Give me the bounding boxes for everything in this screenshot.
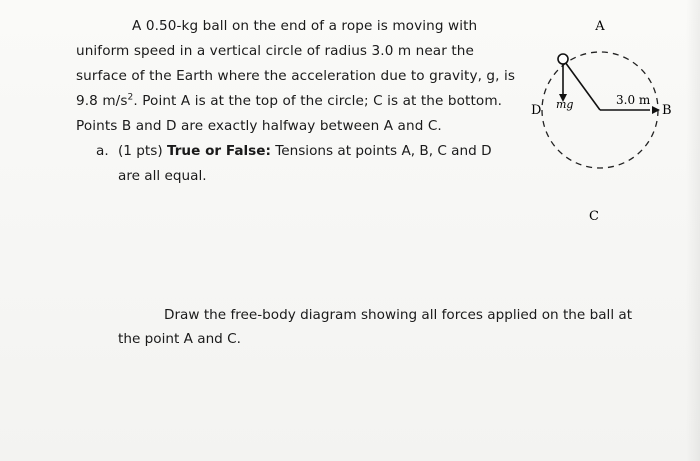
drawing-instruction bbox=[118, 303, 658, 351]
part-a-label: a. bbox=[96, 143, 109, 159]
point-b-label: B bbox=[662, 103, 672, 118]
colon: : bbox=[265, 143, 271, 159]
problem-statement bbox=[76, 14, 526, 139]
point-d-label: D bbox=[531, 103, 542, 118]
point-a-label: A bbox=[595, 19, 605, 34]
weight-label: mg bbox=[556, 98, 574, 111]
vertical-circle-diagram bbox=[520, 10, 680, 230]
part-a-text: Tensions at points A, B, C and D are all equal. bbox=[118, 143, 492, 184]
problem-intro: A 0.50-kg ball on the end of a rope is moving with uniform speed in a vertical circle of radius 3.0 m near the surface of the Earth where the acceleration due to gravity, g, is 9.8 m/s bbox=[76, 18, 516, 109]
problem-intro-end: . Point A is at the top of the circle; C is at the bottom. Points B and D are exactly halfway between A and C. bbox=[76, 93, 503, 134]
exponent: 2 bbox=[127, 92, 134, 103]
b-arrowhead bbox=[652, 106, 660, 114]
ball bbox=[558, 54, 568, 64]
part-a-body bbox=[96, 139, 516, 189]
point-c-label: C bbox=[589, 209, 599, 224]
part-a-question bbox=[96, 139, 516, 189]
page-edge-shadow bbox=[686, 0, 700, 461]
instruction-text: Draw the free-body diagram showing all forces applied on the ball at the point A and C. bbox=[118, 307, 633, 347]
radius-label: 3.0 m bbox=[616, 93, 651, 107]
true-false-label: True or False bbox=[166, 143, 266, 159]
part-a-points: (1 pts) bbox=[118, 143, 163, 159]
